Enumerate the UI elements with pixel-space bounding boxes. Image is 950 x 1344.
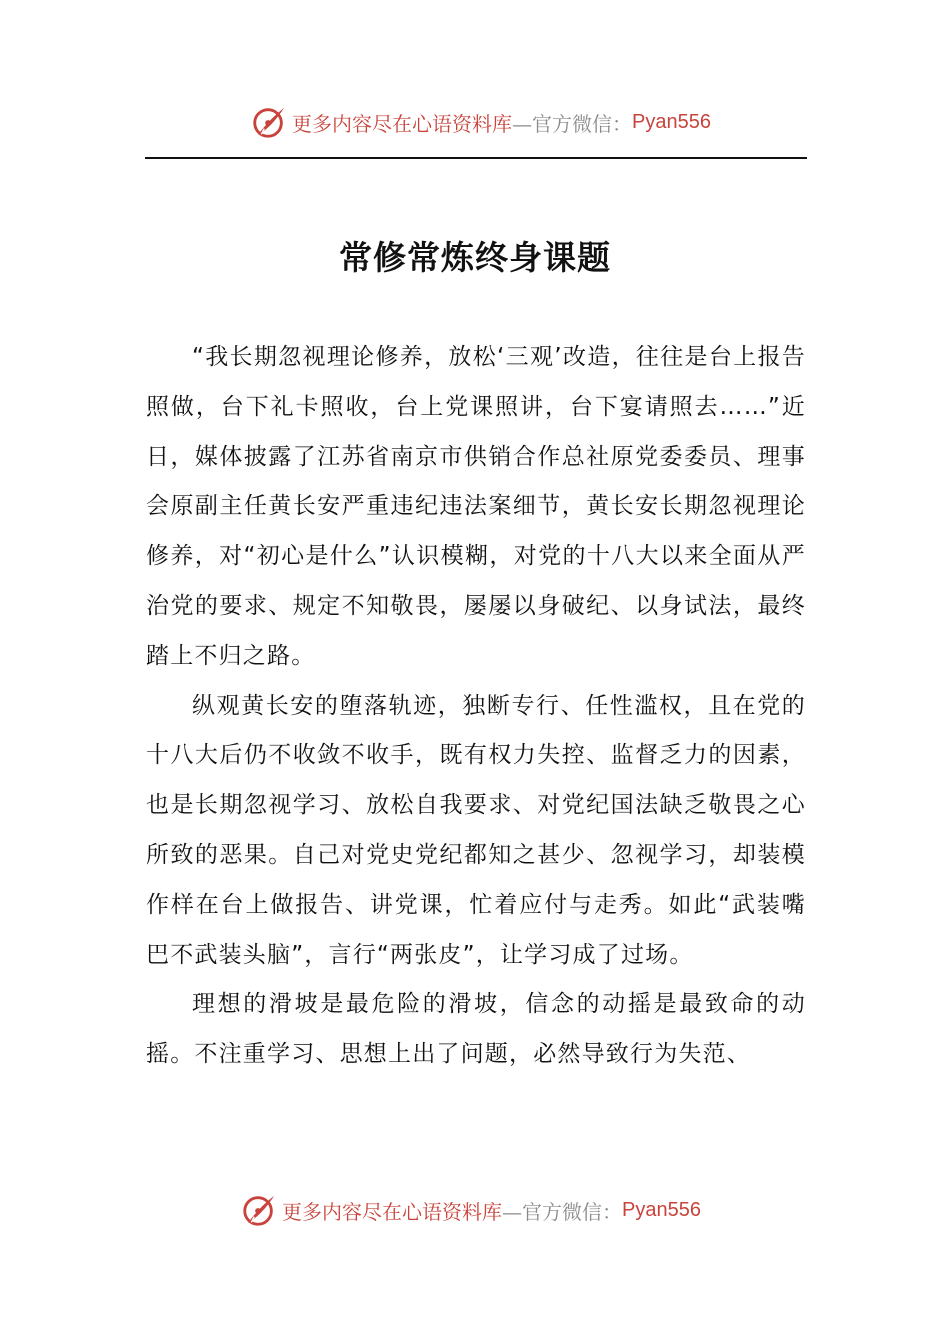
paragraph-1: “我长期忽视理论修养，放松‘三观’改造，往往是台上报告照做，台下礼卡照收，台上党课照讲，台下宴请照去……”近日，媒体披露了江苏省南京市供销合作总社原党委委员、理事会原副主任黄长安严重违纪违法案细节，黄长安长期忽视理论修养，对“初心是什么”认识模糊，对党的十八大以来全面从严治党的要求、规定不知敬畏，屡屡以身破纪、以身试法，最终踏上不归之路。: [146, 344, 807, 669]
banner-site-name: 更多内容尽在心语资料库: [292, 111, 512, 136]
document-body: [146, 333, 806, 1080]
document-title: 常修常炼终身课题: [339, 238, 611, 277]
paragraph-3: 理想的滑坡是最危险的滑坡，信念的动摇是最致命的动摇。不注重学习、思想上出了问题，必然导致行为失范、: [146, 991, 806, 1068]
footer-banner: [0, 1188, 950, 1232]
paragraph-2: 纵观黄长安的堕落轨迹，独断专行、任性滥权，且在党的十八大后仍不收敛不收手，既有权力失控、监督乏力的因素，也是长期忽视学习、放松自我要求、对党纪国法缺乏敬畏之心所致的恶果。自己对党史党纪都知之甚少、忽视学习，却装模作样在台上做报告、讲党课，忙着应付与走秀。如此“武装嘴巴不武装头脑”，言行“两张皮”，让学习成了过场。: [146, 692, 806, 968]
footer-wechat-label: —官方微信：: [502, 1199, 622, 1224]
header-divider: [145, 157, 807, 159]
footer-wechat-id: Pyan556: [622, 1198, 701, 1221]
banner-wechat-label: —官方微信：: [512, 111, 632, 136]
banner-wechat-id: Pyan556: [632, 110, 711, 133]
header-banner: [0, 100, 950, 144]
footer-site-name: 更多内容尽在心语资料库: [282, 1199, 502, 1224]
quill-pen-logo-icon: [250, 103, 288, 141]
quill-pen-logo-icon: [240, 1191, 278, 1229]
